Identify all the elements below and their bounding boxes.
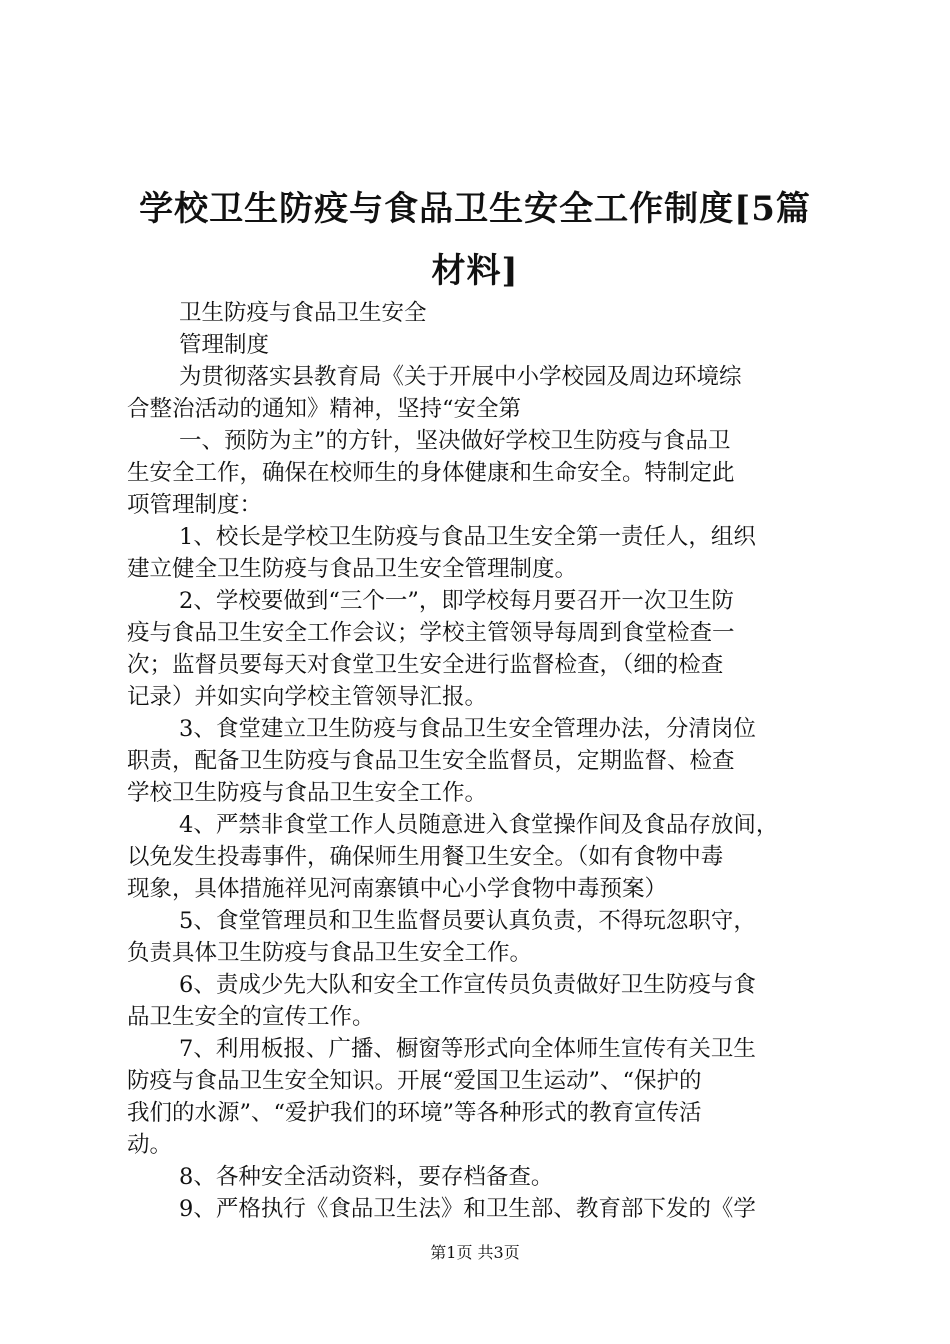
text-line: 7、利用板报、广播、橱窗等形式向全体师生宣传有关卫生 [179, 1036, 756, 1062]
text-line: 2、学校要做到“三个一”，即学校每月要召开一次卫生防 [179, 588, 734, 614]
text-line: 5、食堂管理员和卫生监督员要认真负责，不得玩忽职守， [179, 908, 756, 934]
text-line: 学校卫生防疫与食品卫生安全工作。 [127, 780, 488, 806]
text-line: 6、责成少先大队和安全工作宣传员负责做好卫生防疫与食 [179, 972, 756, 998]
text-line: 记录）并如实向学校主管领导汇报。 [127, 684, 488, 710]
text-line: 疫与食品卫生安全工作会议；学校主管领导每周到食堂检查一 [127, 620, 735, 646]
document-title [100, 178, 850, 302]
page-footer: 第1页 共3页 [430, 1243, 520, 1262]
text-line: 次；监督员要每天对食堂卫生安全进行监督检查，（细的检查 [127, 652, 724, 678]
title-line-1: 学校卫生防疫与食品卫生安全工作制度[5篇 [139, 189, 811, 229]
text-line: 负责具体卫生防疫与食品卫生安全工作。 [127, 940, 533, 966]
text-line: 职责，配备卫生防疫与食品卫生安全监督员，定期监督、检查 [127, 748, 735, 774]
text-line: 生安全工作，确保在校师生的身体健康和生命安全。特制定此 [127, 460, 735, 486]
text-line: 为贯彻落实县教育局《关于开展中小学校园及周边环境综 [179, 364, 742, 390]
text-line: 项管理制度： [127, 492, 263, 518]
text-line: 一、预防为主”的方针，坚决做好学校卫生防疫与食品卫 [179, 428, 731, 454]
text-line: 管理制度 [179, 332, 270, 358]
text-line: 动。 [127, 1132, 173, 1158]
text-line: 以免发生投毒事件，确保师生用餐卫生安全。（如有食物中毒 [127, 844, 724, 870]
text-line: 9、严格执行《食品卫生法》和卫生部、教育部下发的《学 [179, 1196, 756, 1222]
text-line: 卫生防疫与食品卫生安全 [179, 300, 427, 326]
text-line: 8、各种安全活动资料，要存档备查。 [179, 1164, 554, 1190]
document-body [127, 297, 833, 1225]
text-line: 建立健全卫生防疫与食品卫生安全管理制度。 [127, 556, 578, 582]
text-line: 1、校长是学校卫生防疫与食品卫生安全第一责任人，组织 [179, 524, 756, 550]
text-line: 品卫生安全的宣传工作。 [127, 1004, 375, 1030]
text-line: 我们的水源”、“爱护我们的环境”等各种形式的教育宣传活 [127, 1100, 702, 1126]
text-line: 3、食堂建立卫生防疫与食品卫生安全管理办法，分清岗位 [179, 716, 756, 742]
text-line: 防疫与食品卫生安全知识。开展“爱国卫生运动”、“保护的 [127, 1068, 702, 1094]
text-line: 合整治活动的通知》精神，坚持“安全第 [127, 396, 522, 422]
text-line: 现象，具体措施祥见河南寨镇中心小学食物中毒预案） [127, 876, 668, 902]
title-line-2: 材料] [431, 251, 519, 291]
text-line: 4、严禁非食堂工作人员随意进入食堂操作间及食品存放间， [179, 812, 779, 838]
